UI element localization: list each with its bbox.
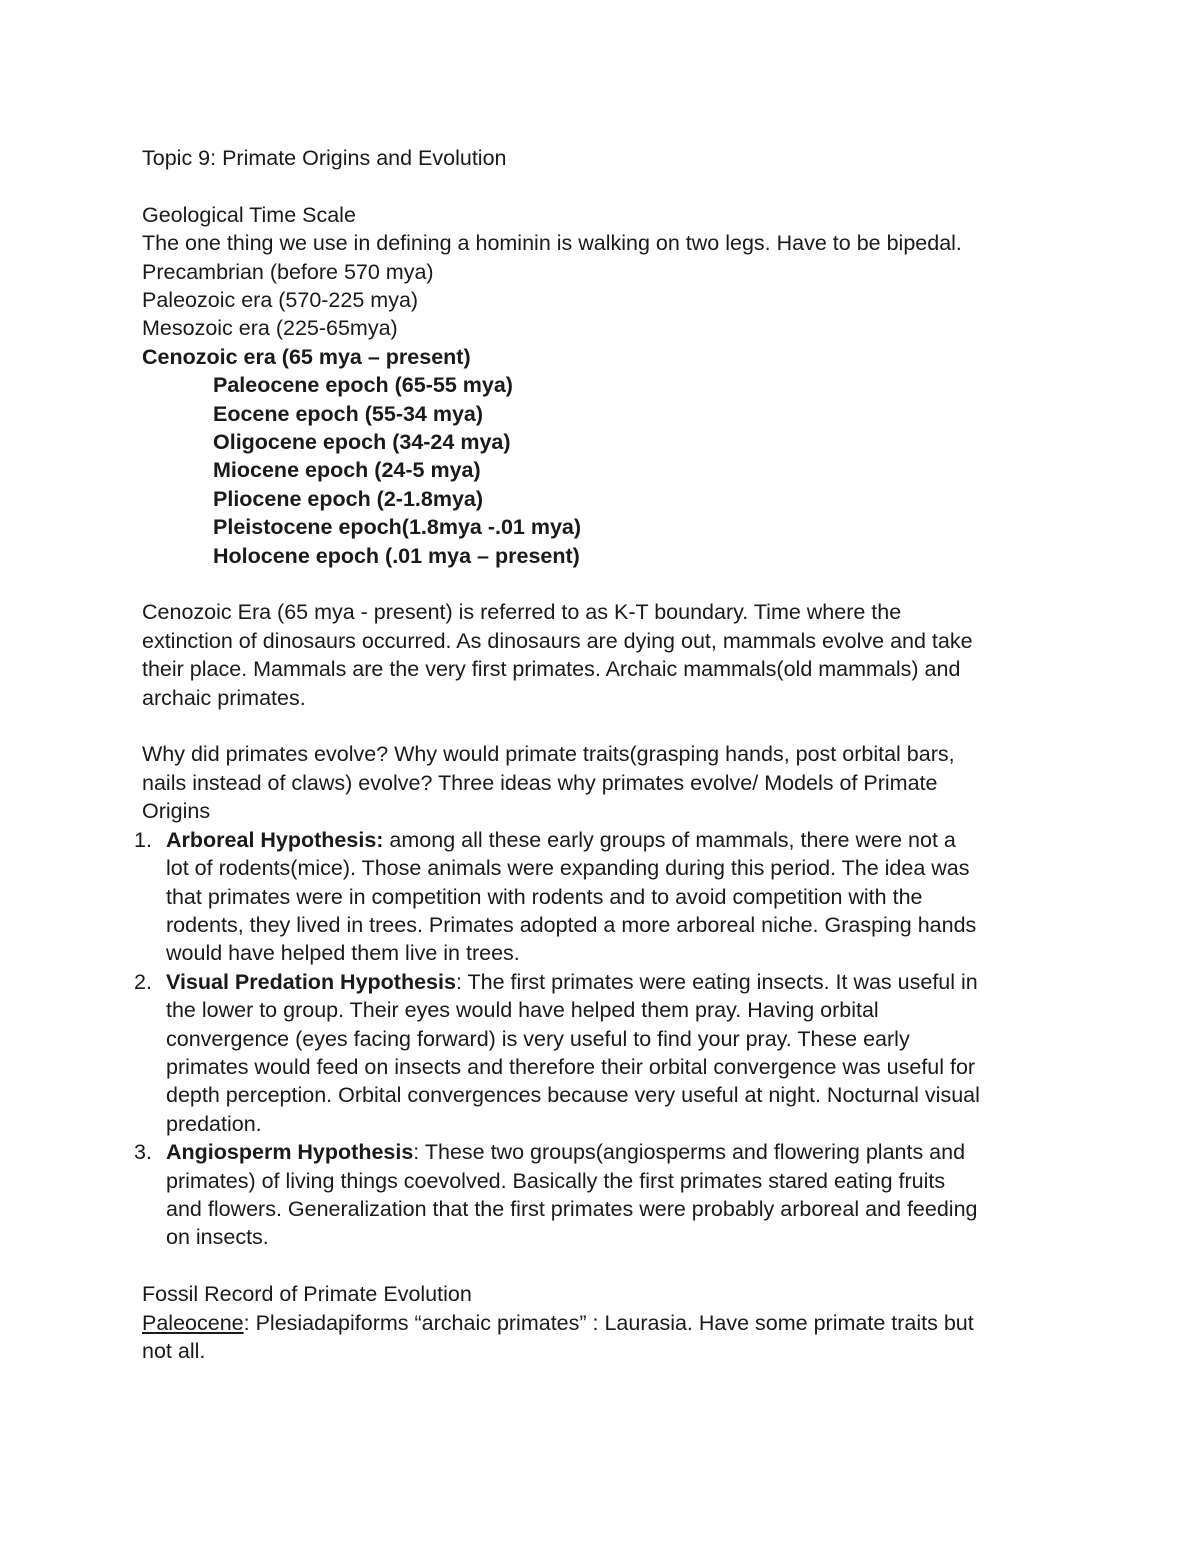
paragraph-line: Cenozoic Era (65 mya - present) is referred to as K-T boundary. Time where the: [142, 600, 902, 625]
hypothesis-text: : These two groups(angiosperms and flowering plants and: [413, 1140, 966, 1165]
list-number: 3.: [134, 1140, 152, 1165]
hypothesis-text: primates) of living things coevolved. Basically the first primates stared eating fruits: [166, 1168, 946, 1193]
section-heading-geological-time-scale: Geological Time Scale: [142, 202, 356, 227]
hypothesis-text: lot of rodents(mice). Those animals were expanding during this period. The idea was: [166, 856, 970, 881]
page-title: Topic 9: Primate Origins and Evolution: [142, 146, 507, 170]
paleocene-text: : Plesiadapiforms “archaic primates” : Laurasia. Have some primate traits but: [243, 1310, 974, 1335]
list-item-visual-predation-hypothesis: [134, 968, 1072, 1138]
hypothesis-text: : The first primates were eating insects. It was useful in: [455, 969, 978, 994]
paragraph-kt-boundary: [142, 598, 1072, 712]
paragraph-line: Origins: [142, 799, 211, 824]
era-item: Paleozoic era (570-225 mya): [142, 288, 419, 313]
list-item-arboreal-hypothesis: [134, 826, 1072, 968]
era-item: Mesozoic era (225-65mya): [142, 316, 398, 341]
paleocene-label: Paleocene: [142, 1310, 244, 1335]
hypothesis-text: rodents, they lived in trees. Primates adopted a more arboreal niche. Grasping hands: [166, 912, 977, 937]
hypothesis-text: would have helped them live in trees.: [166, 941, 520, 966]
paragraph-why-primates-evolve: [142, 740, 1072, 825]
spacer: [142, 1252, 1072, 1280]
hypothesis-text: predation.: [166, 1111, 262, 1136]
spacer: [142, 172, 1072, 200]
hypothesis-text: and flowers. Generalization that the first primates were probably arboreal and feeding: [166, 1196, 978, 1221]
paragraph-line: extinction of dinosaurs occurred. As dinosaurs are dying out, mammals evolve and take: [142, 628, 973, 653]
hypothesis-text: convergence (eyes facing forward) is very useful to find your pray. These early: [166, 1026, 910, 1051]
list-item-angiosperm-hypothesis: [134, 1138, 1072, 1252]
list-number: 2.: [134, 969, 152, 994]
hypothesis-text: the lower to group. Their eyes would have helped them pray. Having orbital: [166, 998, 879, 1023]
paragraph-line: archaic primates.: [142, 685, 306, 710]
section-heading-fossil-record: Fossil Record of Primate Evolution: [142, 1282, 472, 1307]
paragraph-line: nails instead of claws) evolve? Three ideas why primates evolve/ Models of Primate: [142, 770, 938, 795]
spacer: [142, 570, 1072, 598]
document-body: [134, 144, 1072, 1365]
epoch-item: Oligocene epoch (34-24 mya): [213, 430, 511, 455]
epoch-item: Miocene epoch (24-5 mya): [213, 458, 481, 483]
era-item: Precambrian (before 570 mya): [142, 259, 434, 284]
epoch-item: Eocene epoch (55-34 mya): [213, 401, 484, 426]
epoch-item: Pleistocene epoch(1.8mya -.01 mya): [213, 515, 582, 540]
paragraph-line: Why did primates evolve? Why would primate traits(grasping hands, post orbital bars,: [142, 742, 955, 767]
hypothesis-term: Arboreal Hypothesis:: [166, 827, 384, 852]
hypothesis-text: that primates were in competition with rodents and to avoid competition with the: [166, 884, 923, 909]
hypothesis-text: among all these early groups of mammals, there were not a: [383, 827, 956, 852]
epoch-item: Pliocene epoch (2-1.8mya): [213, 486, 484, 511]
list-number: 1.: [134, 827, 152, 852]
hypothesis-term: Visual Predation Hypothesis: [166, 969, 456, 994]
spacer: [142, 712, 1072, 740]
paragraph-line: their place. Mammals are the very first primates. Archaic mammals(old mammals) and: [142, 657, 961, 682]
hypothesis-text: primates would feed on insects and therefore their orbital convergence was useful for: [166, 1054, 976, 1079]
intro-text: The one thing we use in defining a hominin is walking on two legs. Have to be bipedal.: [142, 231, 962, 256]
era-item-cenozoic: Cenozoic era (65 mya – present): [142, 344, 471, 369]
paleocene-text-continued: not all.: [142, 1339, 206, 1363]
hypothesis-text: on insects.: [166, 1225, 269, 1250]
hypotheses-list: [134, 826, 1072, 1252]
epoch-item: Holocene epoch (.01 mya – present): [213, 543, 580, 568]
epoch-item: Paleocene epoch (65-55 mya): [213, 373, 513, 398]
hypothesis-term: Angiosperm Hypothesis: [166, 1140, 414, 1165]
hypothesis-text: depth perception. Orbital convergences because very useful at night. Nocturnal visual: [166, 1083, 980, 1108]
